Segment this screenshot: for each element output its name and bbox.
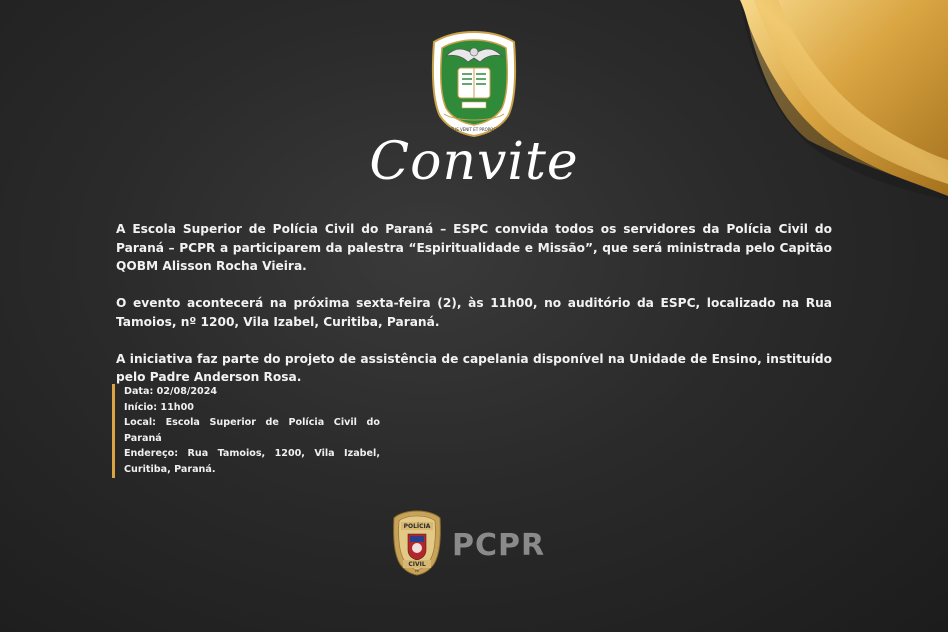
page-title: Convite xyxy=(369,132,579,192)
detail-location: Local: Escola Superior de Polícia Civil do Paraná xyxy=(124,417,380,444)
svg-text:CERTUS VENIT ET PROPOSITUS: CERTUS VENIT ET PROPOSITUS xyxy=(443,127,505,132)
paragraph-event: O evento acontecerá na próxima sexta-feira (2), às 11h00, no auditório da ESPC, localizado na Rua Tamoios, nº 1200, Vila Izabel, Curitiba, Paraná. xyxy=(116,296,832,329)
detail-date: Data: 02/08/2024 xyxy=(124,386,218,397)
event-details xyxy=(112,384,380,478)
pcpr-brand: PCPR xyxy=(452,528,546,563)
detail-address: Endereço: Rua Tamoios, 1200, Vila Izabel, Curitiba, Paraná. xyxy=(124,448,380,475)
paragraph-initiative: A iniciativa faz parte do projeto de assistência de capelania disponível na Unidade de Ensino, instituído pelo Padre Anderson Rosa. xyxy=(116,351,832,384)
espc-crest-icon xyxy=(428,30,520,138)
badge-state-text: PR xyxy=(415,569,419,573)
badge-bottom-text: CIVIL xyxy=(408,561,426,568)
pcpr-badge-icon xyxy=(392,510,442,576)
invitation-body xyxy=(116,220,832,405)
paragraph-invitation: A Escola Superior de Polícia Civil do Paraná – ESPC convida todos os servidores da Polícia Civil do Paraná – PCPR a participarem da palestra “Espiritualidade e Missão”, que será ministrada pelo Capitão QOBM Alisson Rocha Vieira. xyxy=(116,222,832,273)
detail-start: Início: 11h00 xyxy=(124,401,194,413)
badge-top-text: POLÍCIA xyxy=(403,523,431,530)
